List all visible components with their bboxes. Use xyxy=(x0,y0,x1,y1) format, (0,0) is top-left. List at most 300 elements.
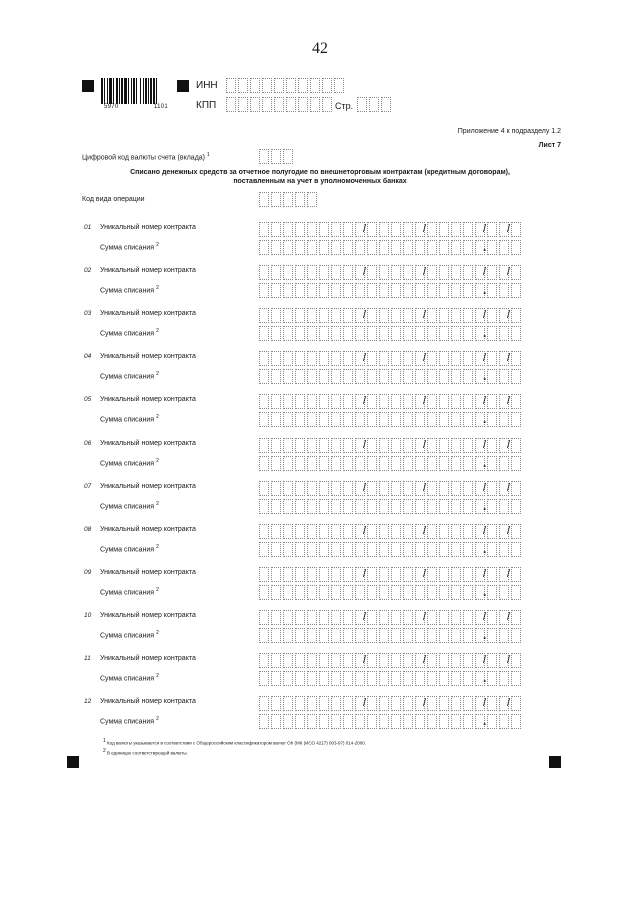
withdrawal-sum-cell[interactable] xyxy=(259,628,269,643)
contract-number-cell[interactable] xyxy=(463,265,473,280)
withdrawal-sum-cell[interactable] xyxy=(355,326,365,341)
contract-number-cell[interactable] xyxy=(331,610,341,625)
withdrawal-sum-cell[interactable] xyxy=(487,369,497,384)
withdrawal-sum-cell[interactable] xyxy=(451,456,461,471)
withdrawal-sum-cell[interactable] xyxy=(355,412,365,427)
contract-number-cell[interactable] xyxy=(295,394,305,409)
contract-number-cell[interactable] xyxy=(451,265,461,280)
withdrawal-sum-cell[interactable] xyxy=(439,585,449,600)
withdrawal-sum-cell[interactable] xyxy=(307,283,317,298)
contract-number-cell[interactable] xyxy=(439,222,449,237)
withdrawal-sum-cell[interactable] xyxy=(331,542,341,557)
contract-number-cell[interactable] xyxy=(403,696,413,711)
contract-number-cell[interactable] xyxy=(307,438,317,453)
contract-number-cell[interactable] xyxy=(403,222,413,237)
withdrawal-sum-cell[interactable] xyxy=(259,671,269,686)
contract-number-cell[interactable] xyxy=(319,610,329,625)
withdrawal-sum-cell[interactable] xyxy=(415,456,425,471)
withdrawal-sum-cell[interactable] xyxy=(355,542,365,557)
withdrawal-sum-cell[interactable] xyxy=(259,714,269,729)
contract-number-cell[interactable] xyxy=(379,524,389,539)
contract-number-cell[interactable] xyxy=(259,265,269,280)
contract-number-cell[interactable] xyxy=(487,653,497,668)
contract-number-cell[interactable] xyxy=(283,308,293,323)
contract-number-cell[interactable] xyxy=(427,308,437,323)
contract-number-cell[interactable] xyxy=(379,481,389,496)
contract-number-cell[interactable] xyxy=(463,351,473,366)
withdrawal-sum-cell[interactable] xyxy=(439,326,449,341)
operation-code-field[interactable] xyxy=(259,192,319,207)
withdrawal-sum-cell[interactable] xyxy=(283,456,293,471)
inn-cell[interactable] xyxy=(274,78,284,93)
currency-code-cell[interactable] xyxy=(283,149,293,164)
contract-number-cell[interactable] xyxy=(319,351,329,366)
currency-code-cell[interactable] xyxy=(259,149,269,164)
withdrawal-sum-cell[interactable] xyxy=(415,499,425,514)
withdrawal-sum-cell[interactable] xyxy=(439,369,449,384)
withdrawal-sum-cell[interactable] xyxy=(511,671,521,686)
contract-number-cell[interactable] xyxy=(403,481,413,496)
contract-number-cell[interactable] xyxy=(379,438,389,453)
withdrawal-sum-cell[interactable] xyxy=(487,456,497,471)
contract-number-cell[interactable] xyxy=(511,438,521,453)
withdrawal-sum-cell[interactable] xyxy=(271,412,281,427)
inn-cell[interactable] xyxy=(310,78,320,93)
contract-number-cell[interactable] xyxy=(367,524,377,539)
operation-code-cell[interactable] xyxy=(283,192,293,207)
contract-number-cell[interactable] xyxy=(427,524,437,539)
withdrawal-sum-cell[interactable] xyxy=(427,499,437,514)
withdrawal-sum-cell[interactable] xyxy=(367,585,377,600)
contract-number-cell[interactable] xyxy=(343,524,353,539)
withdrawal-sum-cell[interactable] xyxy=(367,240,377,255)
withdrawal-sum-cell[interactable] xyxy=(403,585,413,600)
withdrawal-sum-cell[interactable] xyxy=(343,283,353,298)
withdrawal-sum-cell[interactable] xyxy=(391,585,401,600)
withdrawal-sum-cell[interactable] xyxy=(355,628,365,643)
withdrawal-sum-cell[interactable] xyxy=(499,542,509,557)
contract-number-cell[interactable] xyxy=(367,394,377,409)
contract-number-cell[interactable] xyxy=(283,265,293,280)
withdrawal-sum-cell[interactable] xyxy=(511,412,521,427)
contract-number-cell[interactable] xyxy=(343,481,353,496)
contract-number-cell[interactable] xyxy=(379,567,389,582)
withdrawal-sum-cell[interactable] xyxy=(331,628,341,643)
withdrawal-sum-cell[interactable] xyxy=(283,326,293,341)
withdrawal-sum-cell[interactable] xyxy=(415,628,425,643)
contract-number-cell[interactable] xyxy=(331,481,341,496)
withdrawal-sum-cell[interactable] xyxy=(367,283,377,298)
withdrawal-sum-cell[interactable] xyxy=(343,456,353,471)
contract-number-cell[interactable] xyxy=(439,481,449,496)
contract-number-cell[interactable] xyxy=(319,481,329,496)
contract-number-cell[interactable] xyxy=(391,265,401,280)
withdrawal-sum-cell[interactable] xyxy=(487,671,497,686)
contract-number-cell[interactable] xyxy=(427,653,437,668)
withdrawal-sum-field[interactable] xyxy=(259,412,523,427)
withdrawal-sum-cell[interactable] xyxy=(391,671,401,686)
contract-number-cell[interactable] xyxy=(271,567,281,582)
contract-number-cell[interactable] xyxy=(343,222,353,237)
withdrawal-sum-cell[interactable] xyxy=(331,283,341,298)
withdrawal-sum-field[interactable] xyxy=(259,499,523,514)
withdrawal-sum-cell[interactable] xyxy=(367,412,377,427)
contract-number-cell[interactable] xyxy=(307,524,317,539)
inn-cell[interactable] xyxy=(298,78,308,93)
withdrawal-sum-cell[interactable] xyxy=(403,714,413,729)
withdrawal-sum-cell[interactable] xyxy=(499,714,509,729)
contract-number-cell[interactable] xyxy=(403,394,413,409)
contract-number-cell[interactable] xyxy=(319,653,329,668)
withdrawal-sum-field[interactable] xyxy=(259,240,523,255)
contract-number-cell[interactable] xyxy=(259,696,269,711)
withdrawal-sum-cell[interactable] xyxy=(307,671,317,686)
contract-number-cell[interactable] xyxy=(463,610,473,625)
contract-number-cell[interactable] xyxy=(403,265,413,280)
contract-number-cell[interactable] xyxy=(259,524,269,539)
contract-number-cell[interactable] xyxy=(307,308,317,323)
withdrawal-sum-cell[interactable] xyxy=(427,283,437,298)
contract-number-cell[interactable] xyxy=(439,524,449,539)
withdrawal-sum-cell[interactable] xyxy=(403,283,413,298)
withdrawal-sum-cell[interactable] xyxy=(295,326,305,341)
withdrawal-sum-cell[interactable] xyxy=(343,369,353,384)
withdrawal-sum-cell[interactable] xyxy=(319,542,329,557)
contract-number-cell[interactable] xyxy=(367,438,377,453)
withdrawal-sum-cell[interactable] xyxy=(415,369,425,384)
contract-number-cell[interactable] xyxy=(391,481,401,496)
contract-number-cell[interactable] xyxy=(343,653,353,668)
contract-number-cell[interactable] xyxy=(331,438,341,453)
withdrawal-sum-cell[interactable] xyxy=(379,628,389,643)
withdrawal-sum-cell[interactable] xyxy=(391,240,401,255)
inn-cell[interactable] xyxy=(322,78,332,93)
kpp-cell[interactable] xyxy=(322,97,332,112)
contract-number-cell[interactable] xyxy=(487,481,497,496)
operation-code-cell[interactable] xyxy=(271,192,281,207)
withdrawal-sum-cell[interactable] xyxy=(271,585,281,600)
withdrawal-sum-cell[interactable] xyxy=(331,456,341,471)
withdrawal-sum-cell[interactable] xyxy=(403,412,413,427)
withdrawal-sum-cell[interactable] xyxy=(367,714,377,729)
withdrawal-sum-cell[interactable] xyxy=(319,283,329,298)
withdrawal-sum-cell[interactable] xyxy=(259,326,269,341)
withdrawal-sum-cell[interactable] xyxy=(451,283,461,298)
contract-number-cell[interactable] xyxy=(367,265,377,280)
contract-number-cell[interactable] xyxy=(331,265,341,280)
withdrawal-sum-cell[interactable] xyxy=(439,412,449,427)
contract-number-cell[interactable] xyxy=(451,696,461,711)
withdrawal-sum-cell[interactable] xyxy=(307,628,317,643)
contract-number-cell[interactable] xyxy=(427,394,437,409)
contract-number-cell[interactable] xyxy=(451,308,461,323)
contract-number-cell[interactable] xyxy=(331,524,341,539)
contract-number-cell[interactable] xyxy=(343,394,353,409)
withdrawal-sum-cell[interactable] xyxy=(487,714,497,729)
withdrawal-sum-cell[interactable] xyxy=(391,456,401,471)
contract-number-field[interactable] xyxy=(259,351,523,366)
withdrawal-sum-cell[interactable] xyxy=(343,714,353,729)
withdrawal-sum-cell[interactable] xyxy=(307,542,317,557)
withdrawal-sum-cell[interactable] xyxy=(439,542,449,557)
contract-number-cell[interactable] xyxy=(343,610,353,625)
withdrawal-sum-cell[interactable] xyxy=(463,542,473,557)
withdrawal-sum-cell[interactable] xyxy=(463,240,473,255)
contract-number-field[interactable] xyxy=(259,265,523,280)
contract-number-cell[interactable] xyxy=(259,394,269,409)
page-cell[interactable] xyxy=(369,97,379,112)
withdrawal-sum-cell[interactable] xyxy=(403,369,413,384)
withdrawal-sum-cell[interactable] xyxy=(463,283,473,298)
contract-number-cell[interactable] xyxy=(319,222,329,237)
withdrawal-sum-cell[interactable] xyxy=(271,326,281,341)
contract-number-cell[interactable] xyxy=(295,610,305,625)
withdrawal-sum-cell[interactable] xyxy=(391,369,401,384)
withdrawal-sum-cell[interactable] xyxy=(379,456,389,471)
contract-number-cell[interactable] xyxy=(271,394,281,409)
withdrawal-sum-cell[interactable] xyxy=(343,671,353,686)
withdrawal-sum-cell[interactable] xyxy=(511,240,521,255)
contract-number-field[interactable] xyxy=(259,567,523,582)
withdrawal-sum-cell[interactable] xyxy=(379,714,389,729)
withdrawal-sum-cell[interactable] xyxy=(511,628,521,643)
withdrawal-sum-cell[interactable] xyxy=(403,628,413,643)
withdrawal-sum-cell[interactable] xyxy=(499,628,509,643)
inn-cell[interactable] xyxy=(262,78,272,93)
contract-number-field[interactable] xyxy=(259,696,523,711)
withdrawal-sum-cell[interactable] xyxy=(331,499,341,514)
withdrawal-sum-field[interactable] xyxy=(259,456,523,471)
withdrawal-sum-cell[interactable] xyxy=(463,585,473,600)
kpp-cell[interactable] xyxy=(250,97,260,112)
contract-number-cell[interactable] xyxy=(439,394,449,409)
withdrawal-sum-cell[interactable] xyxy=(439,671,449,686)
contract-number-cell[interactable] xyxy=(271,222,281,237)
contract-number-cell[interactable] xyxy=(487,351,497,366)
operation-code-cell[interactable] xyxy=(307,192,317,207)
contract-number-cell[interactable] xyxy=(487,696,497,711)
withdrawal-sum-cell[interactable] xyxy=(511,326,521,341)
contract-number-cell[interactable] xyxy=(283,351,293,366)
contract-number-cell[interactable] xyxy=(295,524,305,539)
withdrawal-sum-cell[interactable] xyxy=(487,412,497,427)
contract-number-cell[interactable] xyxy=(343,351,353,366)
contract-number-cell[interactable] xyxy=(283,222,293,237)
contract-number-cell[interactable] xyxy=(379,222,389,237)
withdrawal-sum-cell[interactable] xyxy=(283,499,293,514)
contract-number-cell[interactable] xyxy=(307,653,317,668)
withdrawal-sum-cell[interactable] xyxy=(343,585,353,600)
withdrawal-sum-cell[interactable] xyxy=(427,714,437,729)
operation-code-cell[interactable] xyxy=(259,192,269,207)
contract-number-cell[interactable] xyxy=(271,481,281,496)
contract-number-cell[interactable] xyxy=(295,696,305,711)
contract-number-cell[interactable] xyxy=(367,567,377,582)
withdrawal-sum-cell[interactable] xyxy=(319,499,329,514)
withdrawal-sum-cell[interactable] xyxy=(391,714,401,729)
withdrawal-sum-cell[interactable] xyxy=(463,499,473,514)
contract-number-cell[interactable] xyxy=(463,567,473,582)
withdrawal-sum-cell[interactable] xyxy=(319,369,329,384)
kpp-cell[interactable] xyxy=(274,97,284,112)
page-cell[interactable] xyxy=(357,97,367,112)
contract-number-cell[interactable] xyxy=(367,308,377,323)
withdrawal-sum-cell[interactable] xyxy=(283,542,293,557)
withdrawal-sum-cell[interactable] xyxy=(379,499,389,514)
contract-number-cell[interactable] xyxy=(439,653,449,668)
contract-number-cell[interactable] xyxy=(451,394,461,409)
contract-number-cell[interactable] xyxy=(463,394,473,409)
withdrawal-sum-cell[interactable] xyxy=(439,283,449,298)
contract-number-cell[interactable] xyxy=(319,696,329,711)
contract-number-field[interactable] xyxy=(259,394,523,409)
contract-number-cell[interactable] xyxy=(511,524,521,539)
contract-number-cell[interactable] xyxy=(283,653,293,668)
contract-number-cell[interactable] xyxy=(511,481,521,496)
kpp-cell[interactable] xyxy=(286,97,296,112)
contract-number-cell[interactable] xyxy=(463,653,473,668)
withdrawal-sum-cell[interactable] xyxy=(331,369,341,384)
contract-number-cell[interactable] xyxy=(379,394,389,409)
withdrawal-sum-cell[interactable] xyxy=(487,585,497,600)
withdrawal-sum-cell[interactable] xyxy=(499,283,509,298)
contract-number-cell[interactable] xyxy=(367,481,377,496)
withdrawal-sum-cell[interactable] xyxy=(319,714,329,729)
withdrawal-sum-cell[interactable] xyxy=(295,283,305,298)
withdrawal-sum-cell[interactable] xyxy=(439,714,449,729)
withdrawal-sum-cell[interactable] xyxy=(271,283,281,298)
contract-number-cell[interactable] xyxy=(511,610,521,625)
contract-number-cell[interactable] xyxy=(403,351,413,366)
contract-number-cell[interactable] xyxy=(271,524,281,539)
contract-number-cell[interactable] xyxy=(259,567,269,582)
withdrawal-sum-cell[interactable] xyxy=(295,628,305,643)
contract-number-cell[interactable] xyxy=(487,394,497,409)
contract-number-cell[interactable] xyxy=(391,438,401,453)
withdrawal-sum-cell[interactable] xyxy=(379,369,389,384)
contract-number-cell[interactable] xyxy=(451,524,461,539)
contract-number-cell[interactable] xyxy=(295,308,305,323)
withdrawal-sum-cell[interactable] xyxy=(499,412,509,427)
withdrawal-sum-cell[interactable] xyxy=(331,585,341,600)
contract-number-cell[interactable] xyxy=(367,610,377,625)
contract-number-cell[interactable] xyxy=(319,265,329,280)
inn-cell[interactable] xyxy=(286,78,296,93)
contract-number-cell[interactable] xyxy=(511,222,521,237)
withdrawal-sum-field[interactable] xyxy=(259,585,523,600)
contract-number-cell[interactable] xyxy=(343,696,353,711)
withdrawal-sum-cell[interactable] xyxy=(379,671,389,686)
contract-number-cell[interactable] xyxy=(511,351,521,366)
withdrawal-sum-cell[interactable] xyxy=(499,456,509,471)
contract-number-cell[interactable] xyxy=(259,308,269,323)
withdrawal-sum-cell[interactable] xyxy=(355,283,365,298)
contract-number-cell[interactable] xyxy=(271,653,281,668)
kpp-cell[interactable] xyxy=(310,97,320,112)
contract-number-cell[interactable] xyxy=(391,222,401,237)
contract-number-cell[interactable] xyxy=(331,394,341,409)
withdrawal-sum-cell[interactable] xyxy=(283,412,293,427)
contract-number-cell[interactable] xyxy=(403,653,413,668)
contract-number-cell[interactable] xyxy=(331,308,341,323)
withdrawal-sum-cell[interactable] xyxy=(319,326,329,341)
contract-number-cell[interactable] xyxy=(283,481,293,496)
withdrawal-sum-cell[interactable] xyxy=(319,628,329,643)
withdrawal-sum-field[interactable] xyxy=(259,369,523,384)
withdrawal-sum-cell[interactable] xyxy=(295,369,305,384)
contract-number-cell[interactable] xyxy=(463,308,473,323)
withdrawal-sum-cell[interactable] xyxy=(307,369,317,384)
kpp-cell[interactable] xyxy=(262,97,272,112)
withdrawal-sum-cell[interactable] xyxy=(307,326,317,341)
withdrawal-sum-cell[interactable] xyxy=(295,499,305,514)
contract-number-cell[interactable] xyxy=(511,653,521,668)
contract-number-cell[interactable] xyxy=(427,351,437,366)
contract-number-cell[interactable] xyxy=(427,481,437,496)
withdrawal-sum-cell[interactable] xyxy=(355,240,365,255)
withdrawal-sum-cell[interactable] xyxy=(391,283,401,298)
withdrawal-sum-cell[interactable] xyxy=(295,671,305,686)
contract-number-cell[interactable] xyxy=(379,653,389,668)
withdrawal-sum-cell[interactable] xyxy=(511,283,521,298)
withdrawal-sum-cell[interactable] xyxy=(511,369,521,384)
contract-number-cell[interactable] xyxy=(403,438,413,453)
contract-number-cell[interactable] xyxy=(511,308,521,323)
contract-number-cell[interactable] xyxy=(379,351,389,366)
withdrawal-sum-cell[interactable] xyxy=(319,456,329,471)
withdrawal-sum-cell[interactable] xyxy=(331,326,341,341)
contract-number-cell[interactable] xyxy=(451,567,461,582)
withdrawal-sum-cell[interactable] xyxy=(511,542,521,557)
withdrawal-sum-cell[interactable] xyxy=(427,240,437,255)
withdrawal-sum-cell[interactable] xyxy=(487,283,497,298)
contract-number-cell[interactable] xyxy=(283,610,293,625)
withdrawal-sum-cell[interactable] xyxy=(307,240,317,255)
withdrawal-sum-cell[interactable] xyxy=(283,628,293,643)
contract-number-cell[interactable] xyxy=(439,696,449,711)
withdrawal-sum-cell[interactable] xyxy=(259,240,269,255)
inn-cell[interactable] xyxy=(226,78,236,93)
contract-number-cell[interactable] xyxy=(451,351,461,366)
contract-number-cell[interactable] xyxy=(463,438,473,453)
withdrawal-sum-cell[interactable] xyxy=(355,714,365,729)
contract-number-cell[interactable] xyxy=(307,696,317,711)
withdrawal-sum-cell[interactable] xyxy=(427,412,437,427)
contract-number-cell[interactable] xyxy=(511,696,521,711)
kpp-field[interactable] xyxy=(226,97,334,112)
contract-number-cell[interactable] xyxy=(331,351,341,366)
withdrawal-sum-cell[interactable] xyxy=(487,326,497,341)
contract-number-cell[interactable] xyxy=(271,265,281,280)
contract-number-cell[interactable] xyxy=(451,222,461,237)
withdrawal-sum-cell[interactable] xyxy=(439,240,449,255)
contract-number-cell[interactable] xyxy=(283,438,293,453)
contract-number-cell[interactable] xyxy=(307,351,317,366)
withdrawal-sum-cell[interactable] xyxy=(259,585,269,600)
withdrawal-sum-cell[interactable] xyxy=(295,240,305,255)
withdrawal-sum-cell[interactable] xyxy=(307,456,317,471)
withdrawal-sum-cell[interactable] xyxy=(367,499,377,514)
withdrawal-sum-cell[interactable] xyxy=(319,412,329,427)
withdrawal-sum-cell[interactable] xyxy=(355,585,365,600)
withdrawal-sum-cell[interactable] xyxy=(343,326,353,341)
contract-number-cell[interactable] xyxy=(331,653,341,668)
withdrawal-sum-cell[interactable] xyxy=(295,542,305,557)
inn-cell[interactable] xyxy=(238,78,248,93)
contract-number-cell[interactable] xyxy=(487,265,497,280)
withdrawal-sum-cell[interactable] xyxy=(319,240,329,255)
withdrawal-sum-cell[interactable] xyxy=(295,412,305,427)
